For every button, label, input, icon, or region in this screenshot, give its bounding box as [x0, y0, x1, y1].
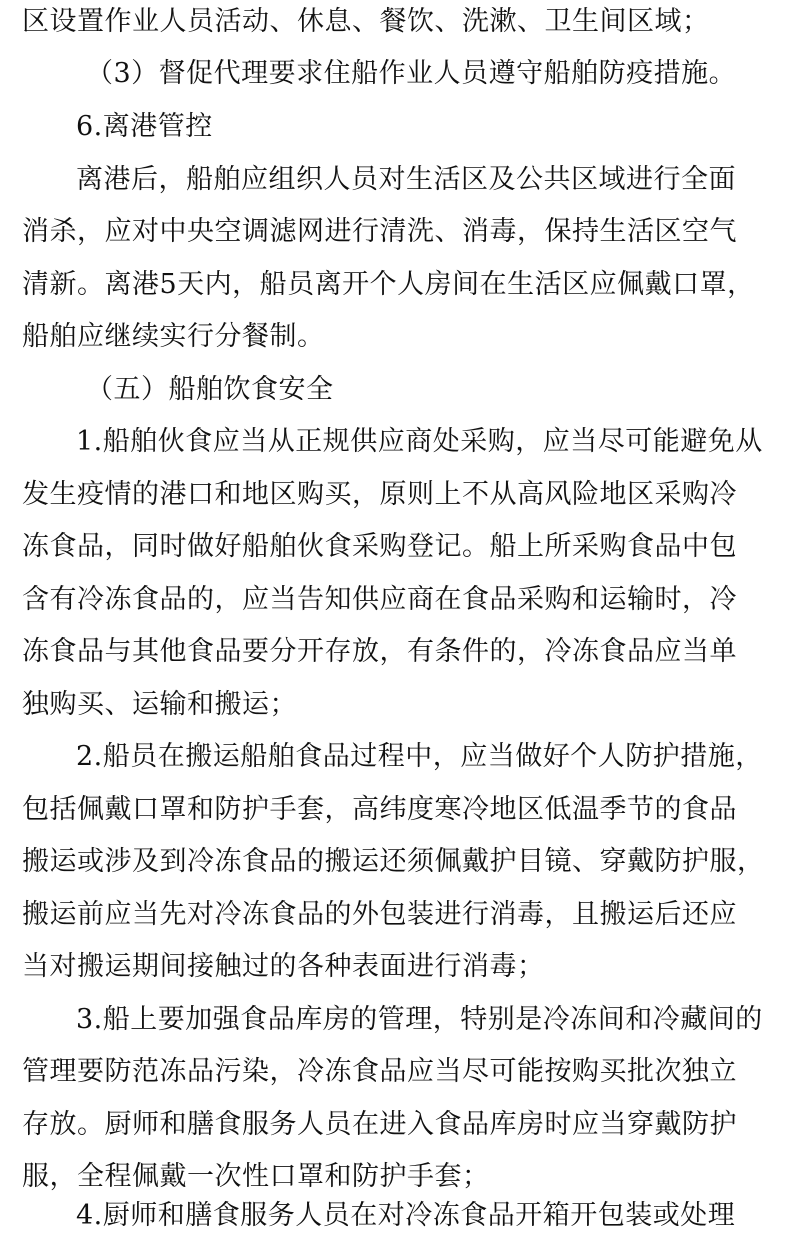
paragraph-line: 4.厨师和膳食服务人员在对冷冻食品开箱开包装或处理	[76, 1200, 736, 1231]
paragraph-line: 包括佩戴口罩和防护手套，高纬度寒冷地区低温季节的食品	[22, 794, 737, 825]
paragraph-line: 服，全程佩戴一次性口罩和防护手套；	[22, 1161, 490, 1192]
paragraph-line: 3.船上要加强食品库房的管理，特别是冷冻间和冷藏间的	[76, 1004, 763, 1035]
paragraph-line: （3）督促代理要求住船作业人员遵守船舶防疫措施。	[86, 58, 737, 89]
paragraph-line: 船舶应继续实行分餐制。	[22, 321, 325, 352]
paragraph-line: 消杀，应对中央空调滤网进行清洗、消毒，保持生活区空气	[22, 216, 737, 247]
paragraph-line: 冻食品，同时做好船舶伙食采购登记。船上所采购食品中包	[22, 531, 737, 562]
paragraph-line: 管理要防范冻品污染，冷冻食品应当尽可能按购买批次独立	[22, 1056, 737, 1087]
section-heading: （五）船舶饮食安全	[86, 374, 334, 405]
paragraph-line: 1.船舶伙食应当从正规供应商处采购，应当尽可能避免从	[76, 426, 763, 457]
paragraph-line: 存放。厨师和膳食服务人员在进入食品库房时应当穿戴防护	[22, 1109, 737, 1140]
paragraph-line: 独购买、运输和搬运；	[22, 689, 297, 720]
paragraph-line: 搬运或涉及到冷冻食品的搬运还须佩戴护目镜、穿戴防护服，	[22, 846, 765, 877]
section-heading: 6.离港管控	[76, 111, 213, 142]
paragraph-line: 搬运前应当先对冷冻食品的外包装进行消毒，且搬运后还应	[22, 899, 737, 930]
paragraph-line: 含有冷冻食品的，应当告知供应商在食品采购和运输时，冷	[22, 584, 737, 615]
paragraph-line: 冻食品与其他食品要分开存放，有条件的，冷冻食品应当单	[22, 636, 737, 667]
paragraph-line: 离港后，船舶应组织人员对生活区及公共区域进行全面	[76, 164, 736, 195]
paragraph-line: 发生疫情的港口和地区购买，原则上不从高风险地区采购冷	[22, 479, 737, 510]
paragraph-line: 当对搬运期间接触过的各种表面进行消毒；	[22, 951, 545, 982]
paragraph-line: 区设置作业人员活动、休息、餐饮、洗漱、卫生间区域；	[22, 6, 710, 37]
paragraph-line: 清新。离港5天内，船员离开个人房间在生活区应佩戴口罩，	[22, 269, 755, 300]
paragraph-line: 2.船员在搬运船舶食品过程中，应当做好个人防护措施，	[76, 741, 763, 772]
